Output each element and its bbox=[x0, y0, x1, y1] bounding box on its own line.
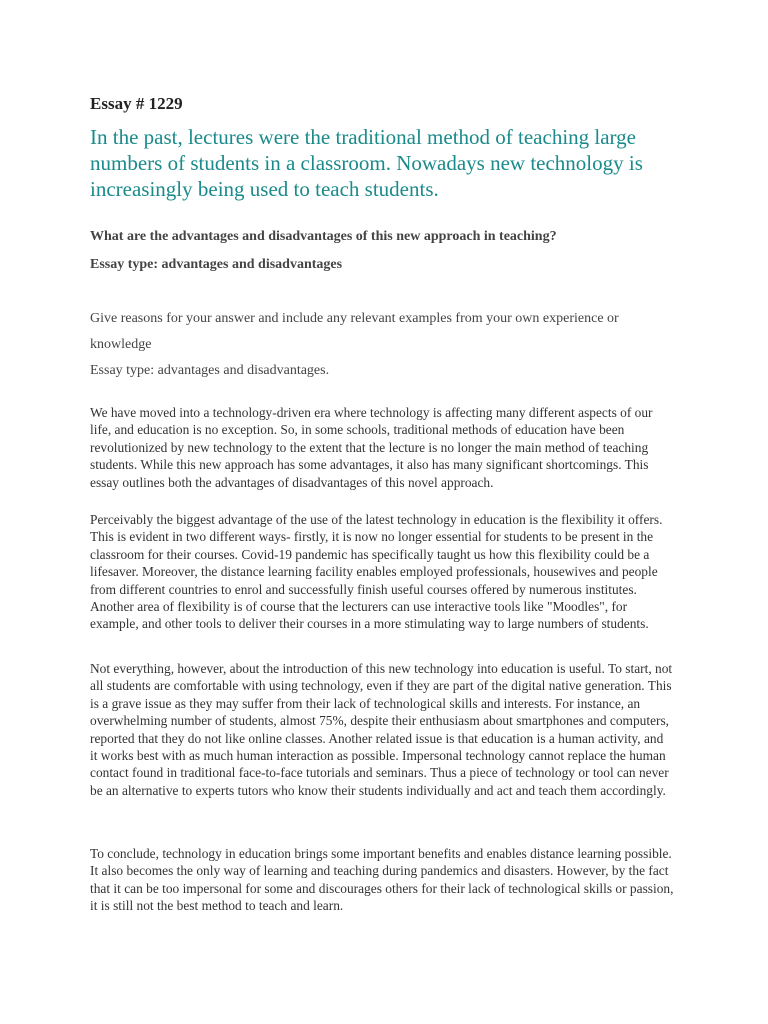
instructions-text: Give reasons for your answer and include any relevant examples from your own experience or knowledge bbox=[90, 311, 619, 352]
essay-question: What are the advantages and disadvantages of this new approach in teaching? bbox=[90, 229, 557, 244]
paragraph-conclusion: To conclude, technology in education brings some important benefits and enables distance learning possible. It also becomes the only way of learning and teaching during pandemics and disasters. However, by the fact that it can be too impersonal for some and discourages others for their lack of technological skills or passion, it is still not the best method to teach and learn. bbox=[90, 846, 674, 914]
instructions-block bbox=[90, 306, 680, 384]
essay-type-text: Essay type: advantages and disadvantages. bbox=[90, 363, 330, 378]
paragraph-advantages: Perceivably the biggest advantage of the use of the latest technology in education is the flexibility it offers. This is evident in two different ways- firstly, it is now no longer essential for students to be present in the classroom for their courses. Covid-19 pandemic has specifically taught us how this flexibility could be a lifesaver. Moreover, the distance learning facility enables employed professionals, housewives and people from different countries to enrol and successfully finish useful courses offered by numerous institutes. Another area of flexibility is of course that the lecturers can use interactive tools like "Moodles", for example, and other tools to deliver their courses in a more stimulating way to large numbers of students. bbox=[90, 512, 663, 632]
essay-type-heading: Essay type: advantages and disadvantages bbox=[90, 257, 343, 272]
essay-title: Essay # 1229 bbox=[90, 94, 183, 113]
essay-prompt: In the past, lectures were the traditional method of teaching large numbers of students in a classroom. Nowadays new technology is increasingly being used to teach students. bbox=[90, 125, 643, 201]
paragraph-introduction: We have moved into a technology-driven era where technology is affecting many different aspects of our life, and education is no exception. So, in some schools, traditional methods of education have been revolutionized by new technology to the extent that the lecture is no longer the main method of teaching students. While this new approach has some advantages, it also has many significant shortcomings. This essay outlines both the advantages of disadvantages of this novel approach. bbox=[90, 405, 653, 490]
paragraph-disadvantages: Not everything, however, about the introduction of this new technology into education is useful. To start, not all students are comfortable with using technology, even if they are part of the digital native generation. This is a grave issue as they may suffer from their lack of technological skills and interests. For instance, an overwhelming number of students, almost 75%, despite their enthusiasm about smartphones and computers, reported that they do not like online classes. Another related issue is that education is a human activity, and it works best with as much human interaction as possible. Impersonal technology cannot replace the human contact found in traditional face-to-face tutorials and seminars. Thus a piece of technology or tool can never be an alternative to experts tutors who know their students individually and act and teach them accordingly. bbox=[90, 661, 673, 798]
